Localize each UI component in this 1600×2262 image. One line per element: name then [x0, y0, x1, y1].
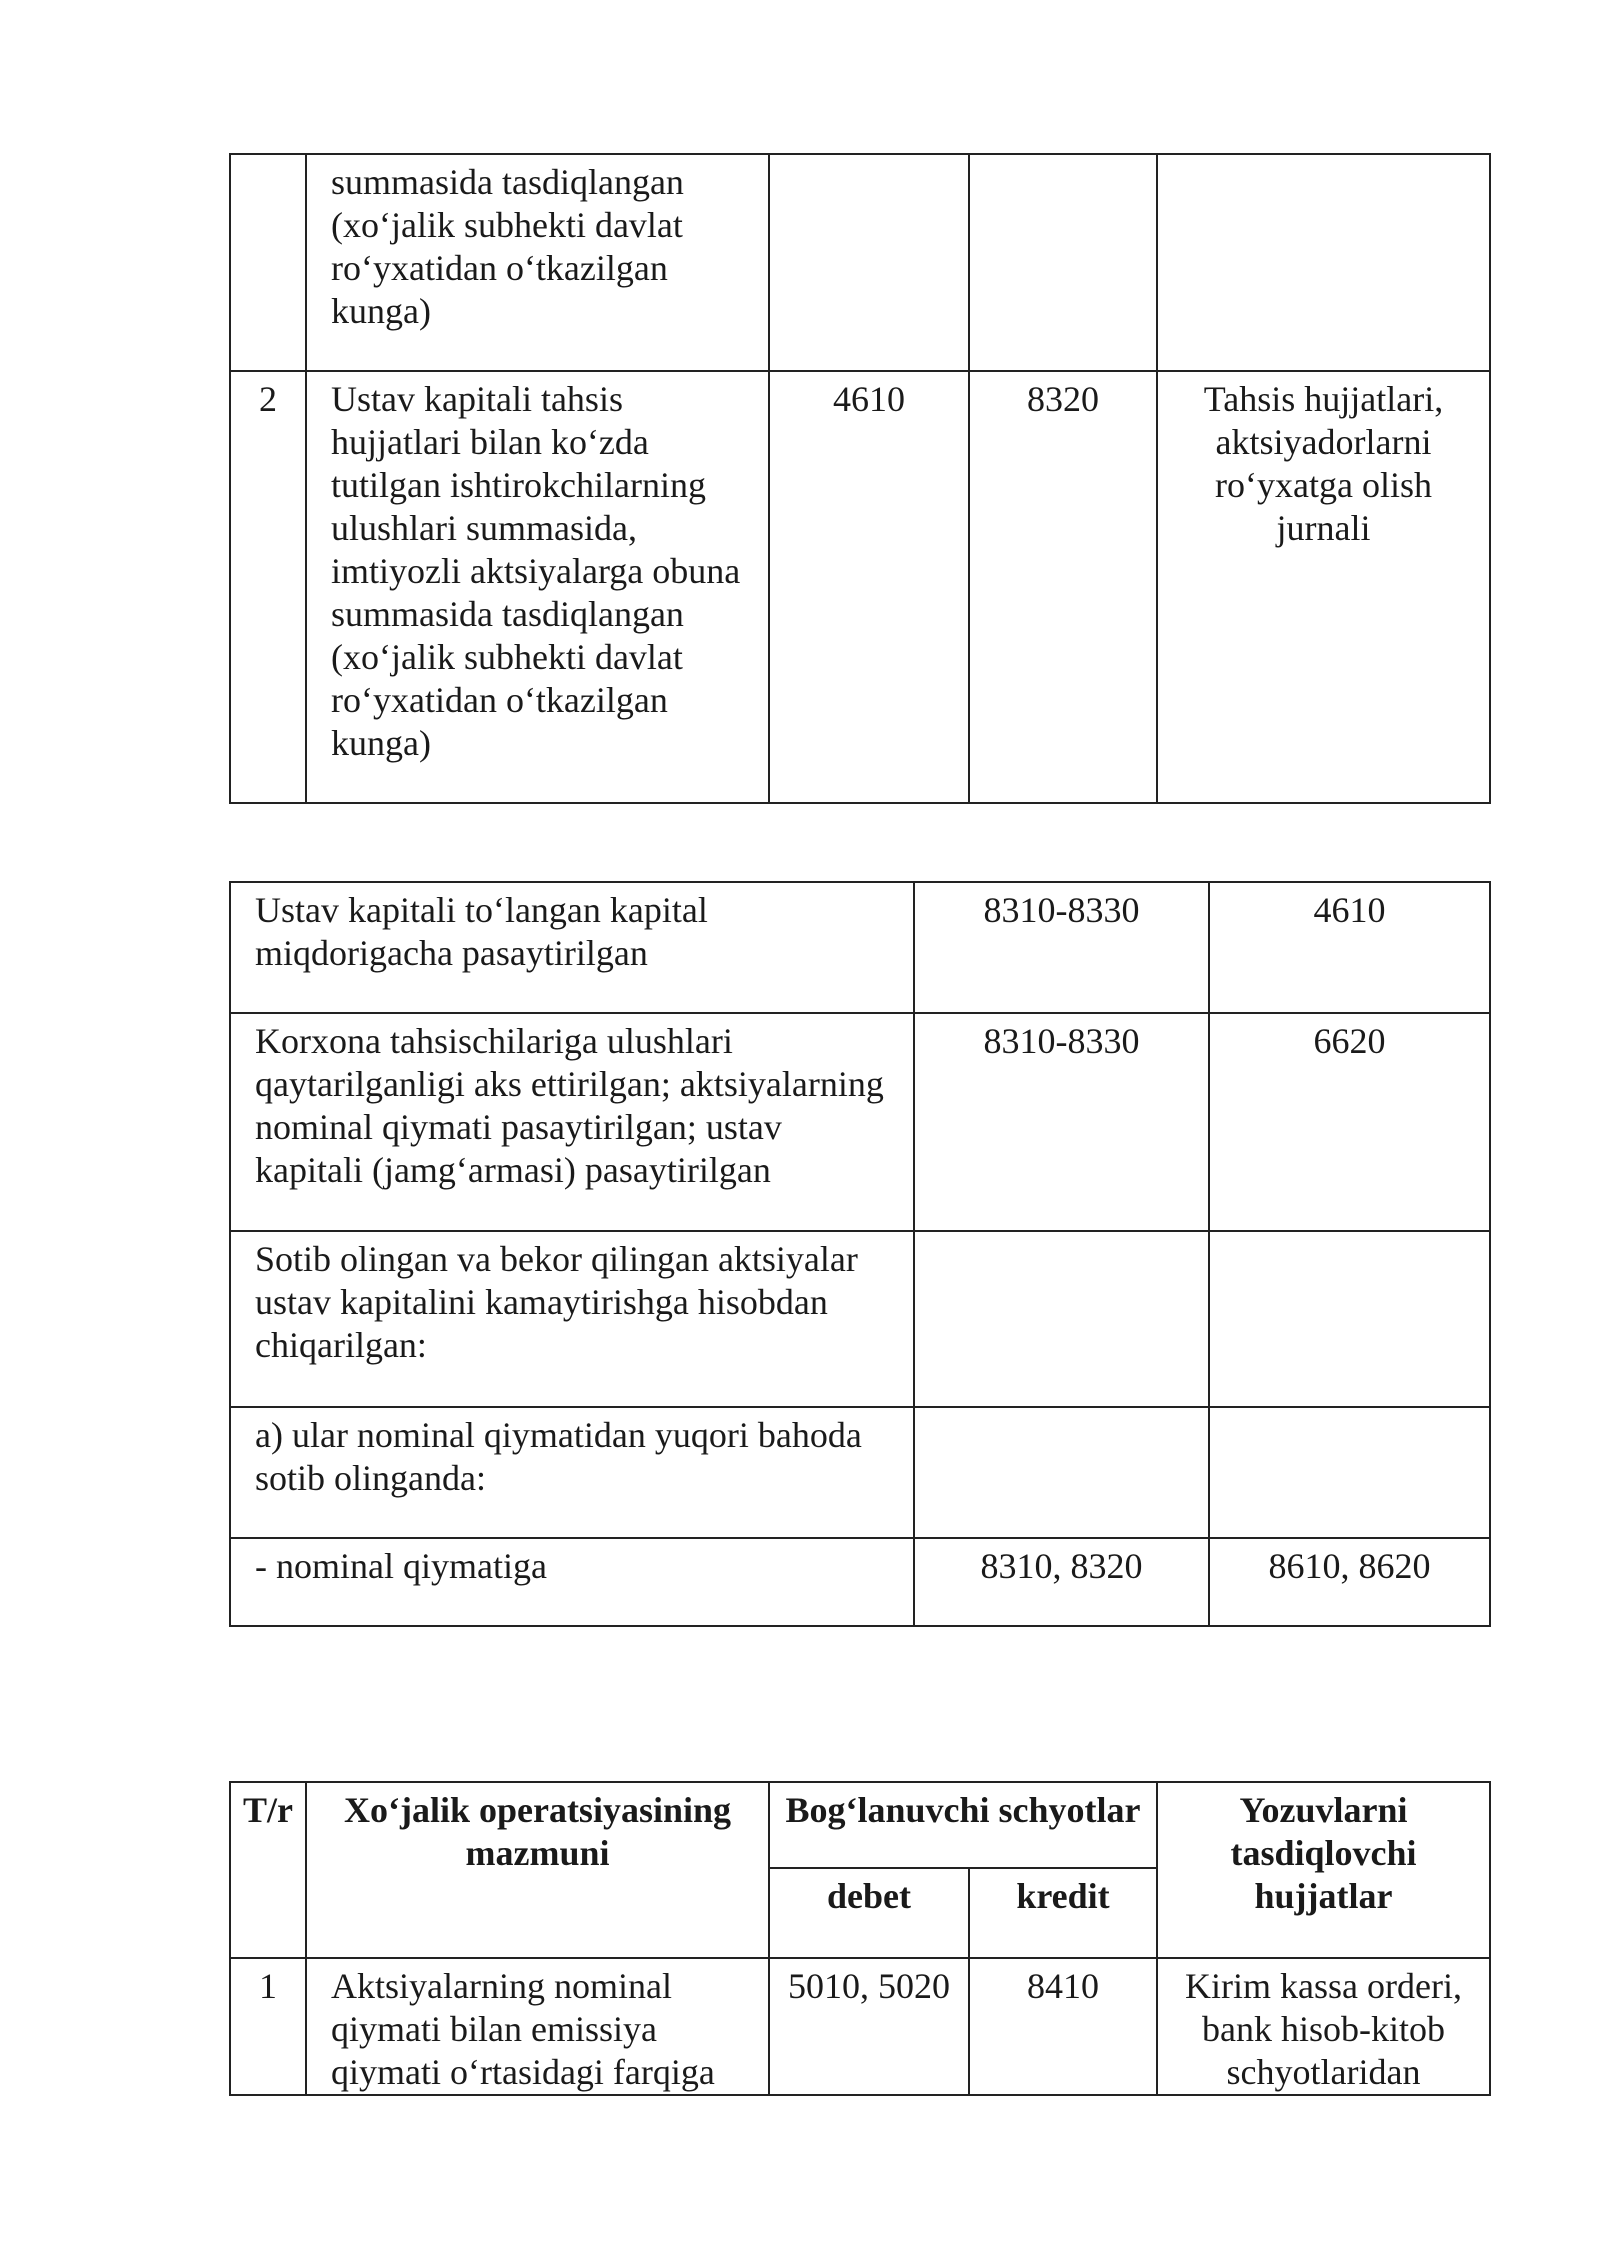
debit-account	[769, 154, 969, 371]
text-line: Tahsis hujjatlari,	[1203, 379, 1444, 419]
header-row	[230, 1782, 1490, 1868]
text-line: sotib olinganda:	[255, 1458, 486, 1498]
text-line: Kirim kassa orderi,	[1185, 1966, 1462, 2006]
text-line: summasida tasdiqlangan	[331, 162, 684, 202]
text-line: ro‘yxatga olish	[1215, 465, 1432, 505]
operation-content	[306, 371, 769, 803]
table-row	[230, 882, 1490, 1013]
text-line: summasida tasdiqlangan	[331, 594, 684, 634]
credit-account: 8410	[969, 1958, 1157, 2095]
credit-account	[1209, 1407, 1490, 1538]
text-line: qiymati o‘rtasidagi farqiga	[331, 2052, 715, 2092]
operation-content	[230, 1407, 914, 1538]
share-premium-table	[229, 1781, 1491, 2096]
row-number	[230, 154, 306, 371]
debit-account: 4610	[769, 371, 969, 803]
row-number: 1	[230, 1958, 306, 2095]
text-line: Ustav kapitali tahsis	[331, 379, 623, 419]
text-line: tasdiqlovchi	[1230, 1833, 1417, 1873]
header-operation-content	[306, 1782, 769, 1958]
row-number: 2	[230, 371, 306, 803]
text-line: chiqarilgan:	[255, 1325, 427, 1365]
debit-account: 5010, 5020	[769, 1958, 969, 2095]
text-line: hujjatlari bilan ko‘zda	[331, 422, 649, 462]
capital-reduction-table	[229, 881, 1491, 1627]
text-line: imtiyozli aktsiyalarga obuna	[331, 551, 741, 591]
text-line: miqdorigacha pasaytirilgan	[255, 933, 648, 973]
supporting-documents	[1157, 1958, 1490, 2095]
debit-account: 8310-8330	[914, 1013, 1209, 1231]
text-line: qaytarilganligi aks ettirilgan; aktsiyalarning	[255, 1064, 884, 1104]
text-line: (xo‘jalik subhekti davlat	[331, 205, 683, 245]
text-line: hujjatlar	[1254, 1876, 1393, 1916]
text-line: kunga)	[331, 291, 431, 331]
text-line: schyotlaridan	[1226, 2052, 1421, 2092]
table-row	[230, 1958, 1490, 2095]
text-line: ulushlari summasida,	[331, 508, 637, 548]
supporting-documents	[1157, 371, 1490, 803]
operation-content	[230, 1231, 914, 1407]
text-line: ro‘yxatidan o‘tkazilgan	[331, 248, 668, 288]
text-line: kunga)	[331, 723, 431, 763]
text-line: Yozuvlarni	[1239, 1790, 1408, 1830]
operation-content	[230, 882, 914, 1013]
text-line: tutilgan ishtirokchilarning	[331, 465, 706, 505]
table-row	[230, 371, 1490, 803]
debit-account: 8310-8330	[914, 882, 1209, 1013]
credit-account: 4610	[1209, 882, 1490, 1013]
header-debit: debet	[769, 1868, 969, 1958]
text-line: jurnali	[1276, 508, 1371, 548]
text-line: Korxona tahsischilariga ulushlari	[255, 1021, 733, 1061]
operation-content	[230, 1538, 914, 1626]
text-line: Xo‘jalik operatsiyasining	[343, 1790, 732, 1830]
text-line: ro‘yxatidan o‘tkazilgan	[331, 680, 668, 720]
text-line: Ustav kapitali to‘langan kapital	[255, 890, 708, 930]
text-line: nominal qiymati pasaytirilgan; ustav	[255, 1107, 782, 1147]
credit-account	[1209, 1231, 1490, 1407]
table-row	[230, 154, 1490, 371]
text-line: qiymati bilan emissiya	[331, 2009, 657, 2049]
header-supporting-documents	[1157, 1782, 1490, 1958]
text-line: a) ular nominal qiymatidan yuqori bahoda	[255, 1415, 862, 1455]
credit-account: 6620	[1209, 1013, 1490, 1231]
text-line: ustav kapitalini kamaytirishga hisobdan	[255, 1282, 828, 1322]
operation-content	[306, 1958, 769, 2095]
text-line: bank hisob-kitob	[1202, 2009, 1445, 2049]
text-line: (xo‘jalik subhekti davlat	[331, 637, 683, 677]
debit-account	[914, 1231, 1209, 1407]
table-row	[230, 1538, 1490, 1626]
text-line: aktsiyadorlarni	[1215, 422, 1432, 462]
credit-account: 8320	[969, 371, 1157, 803]
header-row-number: T/r	[230, 1782, 306, 1958]
header-linked-accounts: Bog‘lanuvchi schyotlar	[769, 1782, 1157, 1868]
table-row	[230, 1407, 1490, 1538]
text-line: Sotib olingan va bekor qilingan aktsiyalar	[255, 1239, 858, 1279]
text-line: - nominal qiymatiga	[255, 1546, 547, 1586]
journal-table-continuation	[229, 153, 1491, 804]
table-row	[230, 1231, 1490, 1407]
operation-content	[306, 154, 769, 371]
debit-account: 8310, 8320	[914, 1538, 1209, 1626]
credit-account	[969, 154, 1157, 371]
text-line: mazmuni	[465, 1833, 610, 1873]
credit-account: 8610, 8620	[1209, 1538, 1490, 1626]
header-credit: kredit	[969, 1868, 1157, 1958]
operation-content	[230, 1013, 914, 1231]
text-line: Aktsiyalarning nominal	[331, 1966, 672, 2006]
table-row	[230, 1013, 1490, 1231]
text-line: kapitali (jamg‘armasi) pasaytirilgan	[255, 1150, 771, 1190]
debit-account	[914, 1407, 1209, 1538]
supporting-documents	[1157, 154, 1490, 371]
